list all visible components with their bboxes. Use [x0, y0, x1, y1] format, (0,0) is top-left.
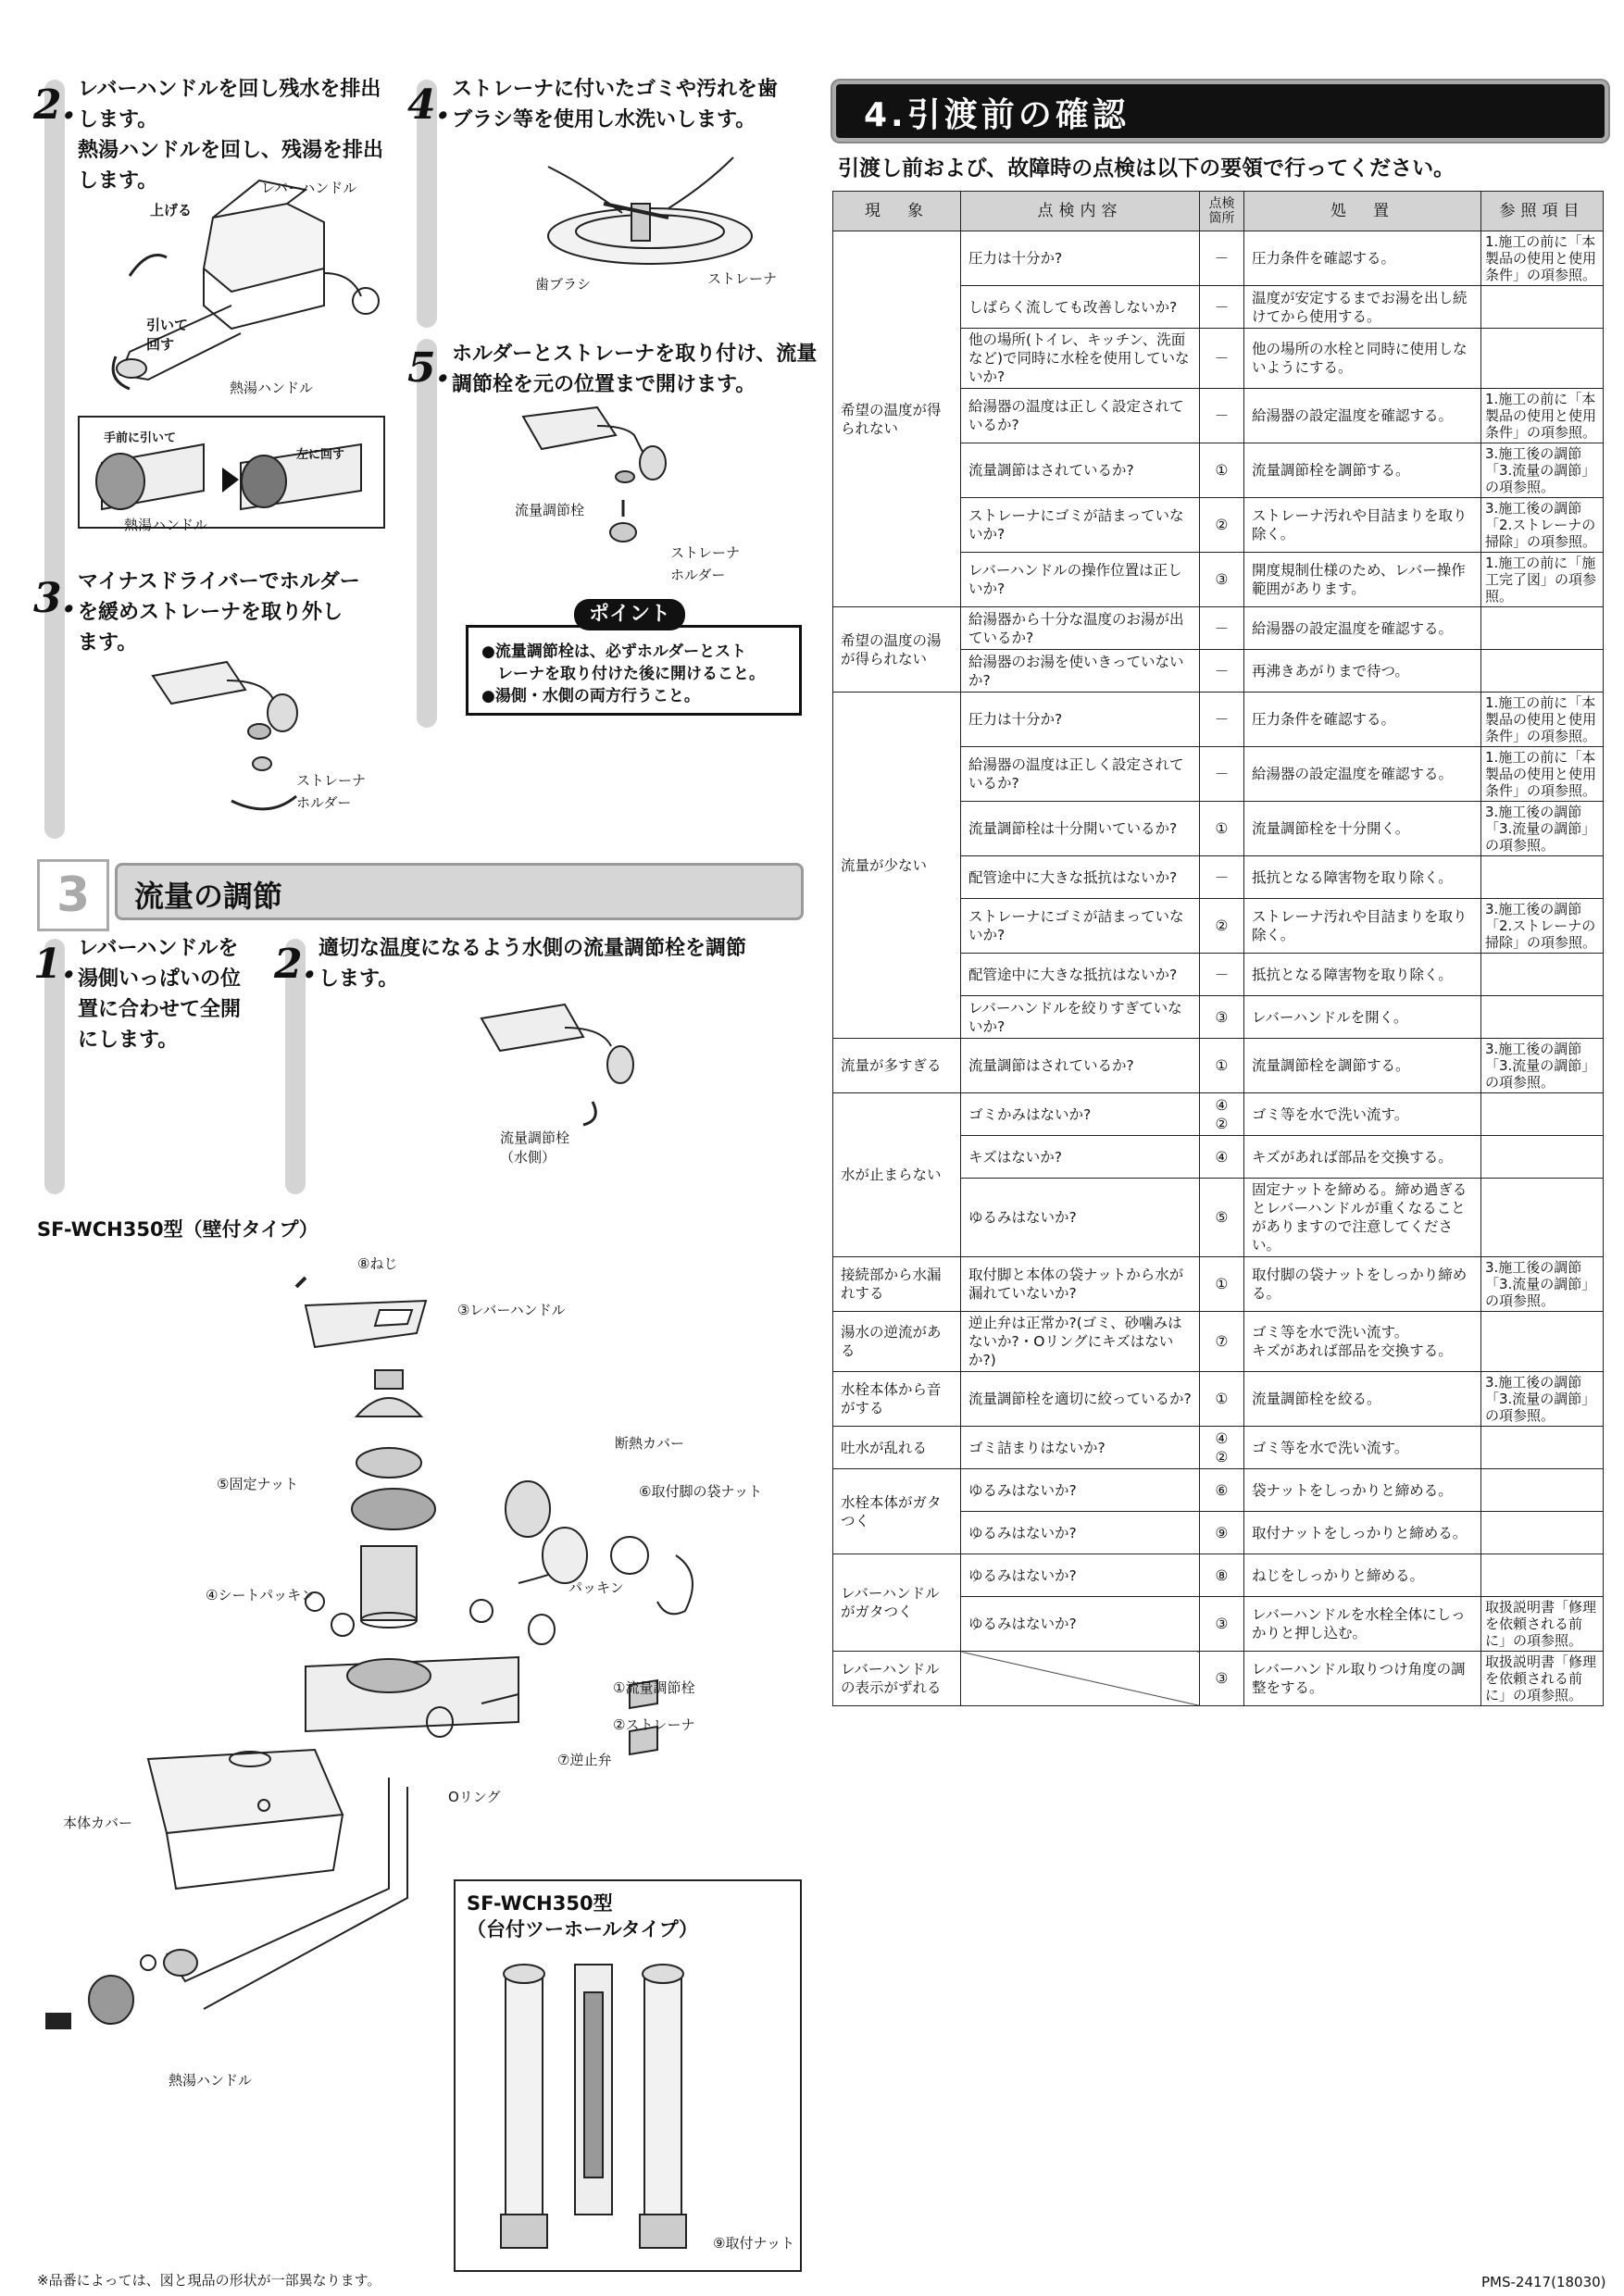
reference-cell — [1481, 329, 1604, 389]
step-number: 4. — [407, 81, 450, 129]
check-cell: 圧力は十分か? — [961, 693, 1200, 747]
reference-cell: 3.施工後の調節「3.流量の調節」の項参照。 — [1481, 1257, 1604, 1312]
table-header: 処 置 — [1244, 192, 1481, 231]
table-row — [833, 1312, 1604, 1372]
action-cell: 固定ナットを締める。締め過ぎるとレバーハンドルが重くなることがありますので注意してください。 — [1244, 1179, 1481, 1257]
reference-cell: 3.施工後の調節「3.流量の調節」の項参照。 — [1481, 802, 1604, 856]
fig-label: 流量調節栓 — [515, 502, 585, 518]
reference-cell: 3.施工後の調節「2.ストレーナの掃除」の項参照。 — [1481, 899, 1604, 954]
location-cell: ⑤ — [1200, 1179, 1244, 1257]
check-cell: ゆるみはないか? — [961, 1512, 1200, 1554]
part-label: ⑤固定ナット — [217, 1476, 299, 1492]
point-tag: ポイント — [574, 599, 685, 630]
reference-cell: 1.施工の前に「本製品の使用と使用条件」の項参照。 — [1481, 389, 1604, 443]
location-cell: － — [1200, 747, 1244, 802]
reference-cell — [1481, 1512, 1604, 1554]
action-cell: 給湯器の設定温度を確認する。 — [1244, 607, 1481, 650]
location-cell: － — [1200, 954, 1244, 996]
check-cell: 流量調節はされているか? — [961, 443, 1200, 498]
action-cell: 他の場所の水栓と同時に使用しないようにする。 — [1244, 329, 1481, 389]
action-cell: 流量調節栓を調節する。 — [1244, 443, 1481, 498]
check-cell: ゴミ詰まりはないか? — [961, 1427, 1200, 1469]
table-row — [833, 693, 1604, 747]
reference-cell — [1481, 996, 1604, 1039]
location-cell: ② — [1200, 498, 1244, 553]
check-cell: 流量調節栓は十分開いているか? — [961, 802, 1200, 856]
action-cell: ねじをしっかりと締める。 — [1244, 1554, 1481, 1597]
table-header: 現 象 — [833, 192, 961, 231]
fig-label: 熱湯ハンドル — [230, 380, 314, 396]
check-cell: ストレーナにゴミが詰まっていないか? — [961, 899, 1200, 954]
table-row — [833, 1652, 1604, 1706]
fig-label: 左に回す — [296, 448, 345, 462]
location-cell: ⑦ — [1200, 1312, 1244, 1372]
location-cell: ⑧ — [1200, 1554, 1244, 1597]
fig-label: 歯ブラシ — [535, 276, 592, 293]
intro-text: 引渡し前および、故障時の点検は以下の要領で行ってください。 — [838, 156, 1455, 181]
action-cell: 圧力条件を確認する。 — [1244, 693, 1481, 747]
action-cell: 抵抗となる障害物を取り除く。 — [1244, 856, 1481, 899]
reference-cell — [1481, 607, 1604, 650]
reference-cell — [1481, 1312, 1604, 1372]
action-cell: 温度が安定するまでお湯を出し続けてから使用する。 — [1244, 286, 1481, 329]
location-cell: ① — [1200, 802, 1244, 856]
part-label: ①流量調節栓 — [613, 1679, 695, 1696]
table-row — [833, 1554, 1604, 1597]
table-row — [833, 607, 1604, 650]
fig-label: 上げる — [150, 202, 193, 218]
location-cell: ③ — [1200, 1652, 1244, 1706]
action-cell: 流量調節栓を調節する。 — [1244, 1039, 1481, 1093]
section-number: 3 — [56, 867, 91, 923]
reference-cell — [1481, 1427, 1604, 1469]
reference-cell — [1481, 954, 1604, 996]
section-header — [115, 863, 804, 920]
footer-code: PMS-2417(18030) — [1481, 2274, 1606, 2290]
section-header — [832, 81, 1608, 142]
reference-cell — [1481, 1179, 1604, 1257]
action-cell: 流量調節栓を十分開く。 — [1244, 802, 1481, 856]
reference-cell — [1481, 286, 1604, 329]
location-cell: ① — [1200, 1257, 1244, 1312]
reference-cell — [1481, 1136, 1604, 1179]
action-cell: 流量調節栓を絞る。 — [1244, 1372, 1481, 1427]
reference-cell: 1.施工の前に「本製品の使用と使用条件」の項参照。 — [1481, 231, 1604, 286]
reference-cell — [1481, 856, 1604, 899]
reference-cell: 3.施工後の調節「2.ストレーナの掃除」の項参照。 — [1481, 498, 1604, 553]
symptom-cell: 流量が少ない — [833, 693, 961, 1039]
step-number: 1. — [33, 941, 76, 988]
valve-install-illustration — [514, 398, 681, 565]
action-cell: 開度規制仕様のため、レバー操作範囲があります。 — [1244, 553, 1481, 607]
location-cell: － — [1200, 693, 1244, 747]
check-cell: ゆるみはないか? — [961, 1554, 1200, 1597]
location-cell: ⑨ — [1200, 1512, 1244, 1554]
symptom-cell: レバーハンドルの表示がずれる — [833, 1652, 961, 1706]
part-label: ③レバーハンドル — [457, 1302, 566, 1318]
action-cell: ゴミ等を水で洗い流す。 キズがあれば部品を交換する。 — [1244, 1312, 1481, 1372]
step-text: ホルダーとストレーナを取り付け、流量 調節栓を元の位置まで開けます。 — [452, 343, 818, 396]
action-cell: 袋ナットをしっかりと締める。 — [1244, 1469, 1481, 1512]
symptom-cell: 吐水が乱れる — [833, 1427, 961, 1469]
table-row — [833, 1469, 1604, 1512]
fig-label: ホルダー — [670, 567, 726, 583]
check-cell: 圧力は十分か? — [961, 231, 1200, 286]
reference-cell: 3.施工後の調節「3.流量の調節」の項参照。 — [1481, 443, 1604, 498]
action-cell: 抵抗となる障害物を取り除く。 — [1244, 954, 1481, 996]
action-cell: ストレーナ汚れや目詰まりを取り除く。 — [1244, 899, 1481, 954]
location-cell: ③ — [1200, 553, 1244, 607]
check-cell: 取付脚と本体の袋ナットから水が漏れていないか? — [961, 1257, 1200, 1312]
action-cell: ストレーナ汚れや目詰まりを取り除く。 — [1244, 498, 1481, 553]
check-cell: 逆止弁は正常か?(ゴミ、砂噛みはないか?・Oリングにキズはないか?) — [961, 1312, 1200, 1372]
check-cell — [961, 1652, 1200, 1706]
fig-label: レバーハンドル — [261, 180, 357, 196]
table-row — [833, 1093, 1604, 1136]
fig-label: ストレーナ — [670, 544, 741, 561]
check-cell: 給湯器の温度は正しく設定されているか? — [961, 389, 1200, 443]
flow-adjust-illustration — [472, 1000, 657, 1139]
inspection-table — [832, 191, 1604, 1706]
check-cell: レバーハンドルを絞りすぎていないか? — [961, 996, 1200, 1039]
location-cell: ④ — [1200, 1136, 1244, 1179]
fig-label: ホルダー — [296, 794, 352, 811]
fig-label: 熱湯ハンドル — [124, 517, 208, 533]
section-title: 4.引渡前の確認 — [864, 96, 1130, 134]
inset-title: SF-WCH350型 （台付ツーホールタイプ） — [467, 1892, 698, 1940]
check-cell: ゆるみはないか? — [961, 1597, 1200, 1652]
location-cell: ③ — [1200, 996, 1244, 1039]
action-cell: 取付脚の袋ナットをしっかり締める。 — [1244, 1257, 1481, 1312]
action-cell: キズがあれば部品を交換する。 — [1244, 1136, 1481, 1179]
check-cell: 給湯器から十分な温度のお湯が出ているか? — [961, 607, 1200, 650]
step-bar — [44, 80, 65, 839]
symptom-cell: 水が止まらない — [833, 1093, 961, 1257]
reference-cell: 取扱説明書「修理を依頼される前に」の項参照。 — [1481, 1597, 1604, 1652]
reference-cell: 1.施工の前に「施工完了図」の項参照。 — [1481, 553, 1604, 607]
check-cell: しばらく流しても改善しないか? — [961, 286, 1200, 329]
table-header: 点検 箇所 — [1200, 192, 1244, 231]
symptom-cell: 希望の温度の湯が得られない — [833, 607, 961, 693]
action-cell: ゴミ等を水で洗い流す。 — [1244, 1427, 1481, 1469]
location-cell: ① — [1200, 443, 1244, 498]
location-cell: － — [1200, 329, 1244, 389]
check-cell: レバーハンドルの操作位置は正しいか? — [961, 553, 1200, 607]
location-cell: ④ ② — [1200, 1093, 1244, 1136]
step-text: 適切な温度になるよう水側の流量調節栓を調節 します。 — [319, 937, 747, 991]
fig-label: ストレーナ — [296, 772, 367, 789]
action-cell: レバーハンドルを水栓全体にしっかりと押し込む。 — [1244, 1597, 1481, 1652]
inset-two-hole-type — [454, 1879, 802, 2272]
section-number-box — [37, 859, 109, 931]
check-cell: ゴミかみはないか? — [961, 1093, 1200, 1136]
symptom-cell: 接続部から水漏れする — [833, 1257, 961, 1312]
step-text: ストレーナに付いたゴミや汚れを歯 ブラシ等を使用し水洗いします。 — [452, 78, 779, 131]
part-label: ②ストレーナ — [613, 1716, 695, 1733]
check-cell: ストレーナにゴミが詰まっていないか? — [961, 498, 1200, 553]
part-label: 本体カバー — [63, 1815, 133, 1831]
location-cell: － — [1200, 856, 1244, 899]
location-cell: － — [1200, 286, 1244, 329]
two-hole-legs-illustration — [478, 1955, 718, 2261]
section-title: 流量の調節 — [134, 879, 283, 914]
check-cell: 流量調節はされているか? — [961, 1039, 1200, 1093]
footnote: ※品番によっては、図と現品の形状が一部異なります。 — [37, 2272, 381, 2289]
part-label: ④シートパッキン — [206, 1587, 315, 1603]
part-label: 断熱カバー — [615, 1435, 685, 1452]
table-row — [833, 1039, 1604, 1093]
table-row — [833, 231, 1604, 286]
check-cell: 配管途中に大きな抵抗はないか? — [961, 954, 1200, 996]
action-cell: 給湯器の設定温度を確認する。 — [1244, 389, 1481, 443]
reference-cell — [1481, 650, 1604, 693]
location-cell: ① — [1200, 1372, 1244, 1427]
symptom-cell: レバーハンドルがガタつく — [833, 1554, 961, 1652]
symptom-cell: 希望の温度が得られない — [833, 231, 961, 607]
part-label: ⑦逆止弁 — [557, 1752, 612, 1768]
fig-label: 引いて 回す — [146, 317, 189, 353]
step-text: レバーハンドルを回し残水を排出 します。 熱湯ハンドルを回し、残湯を排出 します。 — [78, 78, 384, 193]
brush-cleaning-illustration — [530, 148, 780, 287]
step-bar — [417, 339, 437, 728]
table-row — [833, 1427, 1604, 1469]
action-cell: レバーハンドルを開く。 — [1244, 996, 1481, 1039]
point-text: ●流量調節栓は、必ずホルダーとスト レーナを取り付けた後に開けること。 ●湯側・水側の両方行うこと。 — [481, 643, 765, 705]
check-cell: ゆるみはないか? — [961, 1469, 1200, 1512]
step-number: 2. — [274, 941, 317, 988]
check-cell: 流量調節栓を適切に絞っているか? — [961, 1372, 1200, 1427]
location-cell: － — [1200, 231, 1244, 286]
step-text: レバーハンドルを 湯側いっぱいの位 置に合わせて全開 にします。 — [78, 937, 242, 1052]
faucet-drain-illustration — [74, 167, 389, 537]
reference-cell: 1.施工の前に「本製品の使用と使用条件」の項参照。 — [1481, 747, 1604, 802]
action-cell: 給湯器の設定温度を確認する。 — [1244, 747, 1481, 802]
location-cell: － — [1200, 389, 1244, 443]
step-number: 5. — [407, 344, 450, 392]
location-cell: － — [1200, 650, 1244, 693]
table-header: 点検内容 — [961, 192, 1200, 231]
location-cell: ④ ② — [1200, 1427, 1244, 1469]
part-label: 熱湯ハンドル — [169, 2072, 253, 2089]
symptom-cell: 湯水の逆流がある — [833, 1312, 961, 1372]
action-cell: ゴミ等を水で洗い流す。 — [1244, 1093, 1481, 1136]
check-cell: 給湯器のお湯を使いきっていないか? — [961, 650, 1200, 693]
check-cell: 他の場所(トイレ、キッチン、洗面など)で同時に水栓を使用していないか? — [961, 329, 1200, 389]
check-cell: 給湯器の温度は正しく設定されているか? — [961, 747, 1200, 802]
reference-cell — [1481, 1554, 1604, 1597]
fig-label: 手前に引いて — [104, 431, 177, 445]
symptom-cell: 水栓本体から音がする — [833, 1372, 961, 1427]
location-cell: ② — [1200, 899, 1244, 954]
location-cell: ③ — [1200, 1597, 1244, 1652]
reference-cell: 1.施工の前に「本製品の使用と使用条件」の項参照。 — [1481, 693, 1604, 747]
location-cell: ① — [1200, 1039, 1244, 1093]
action-cell: 再沸きあがりまで待つ。 — [1244, 650, 1481, 693]
symptom-cell: 流量が多すぎる — [833, 1039, 961, 1093]
reference-cell — [1481, 1469, 1604, 1512]
reference-cell: 取扱説明書「修理を依頼される前に」の項参照。 — [1481, 1652, 1604, 1706]
reference-cell — [1481, 1093, 1604, 1136]
location-cell: － — [1200, 607, 1244, 650]
part-label: ⑧ねじ — [357, 1255, 398, 1272]
table-header: 参照項目 — [1481, 192, 1604, 231]
step-number: 3. — [33, 575, 76, 622]
check-cell: キズはないか? — [961, 1136, 1200, 1179]
location-cell: ⑥ — [1200, 1469, 1244, 1512]
step-number: 2. — [33, 81, 76, 129]
part-label: ⑥取付脚の袋ナット — [639, 1483, 763, 1500]
symptom-cell: 水栓本体がガタつく — [833, 1469, 961, 1554]
reference-cell: 3.施工後の調節「3.流量の調節」の項参照。 — [1481, 1039, 1604, 1093]
reference-cell: 3.施工後の調節「3.流量の調節」の項参照。 — [1481, 1372, 1604, 1427]
action-cell: 取付ナットをしっかりと締める。 — [1244, 1512, 1481, 1554]
table-row — [833, 1257, 1604, 1312]
part-label: Oリング — [448, 1789, 501, 1805]
fig-label: ストレーナ — [707, 270, 778, 287]
part-label: パッキン — [568, 1579, 624, 1596]
check-cell: ゆるみはないか? — [961, 1179, 1200, 1257]
action-cell: 圧力条件を確認する。 — [1244, 231, 1481, 286]
action-cell: レバーハンドル取りつけ角度の調整をする。 — [1244, 1652, 1481, 1706]
fig-label: 流量調節栓 （水側） — [500, 1129, 570, 1166]
table-row — [833, 1372, 1604, 1427]
part-label: ⑨取付ナット — [713, 2235, 795, 2252]
step-text: マイナスドライバーでホルダー を緩めストレーナを取り外し ます。 — [78, 570, 360, 655]
model-title: SF-WCH350型（壁付タイプ） — [37, 1218, 319, 1241]
point-box — [466, 625, 802, 716]
check-cell: 配管途中に大きな抵抗はないか? — [961, 856, 1200, 899]
